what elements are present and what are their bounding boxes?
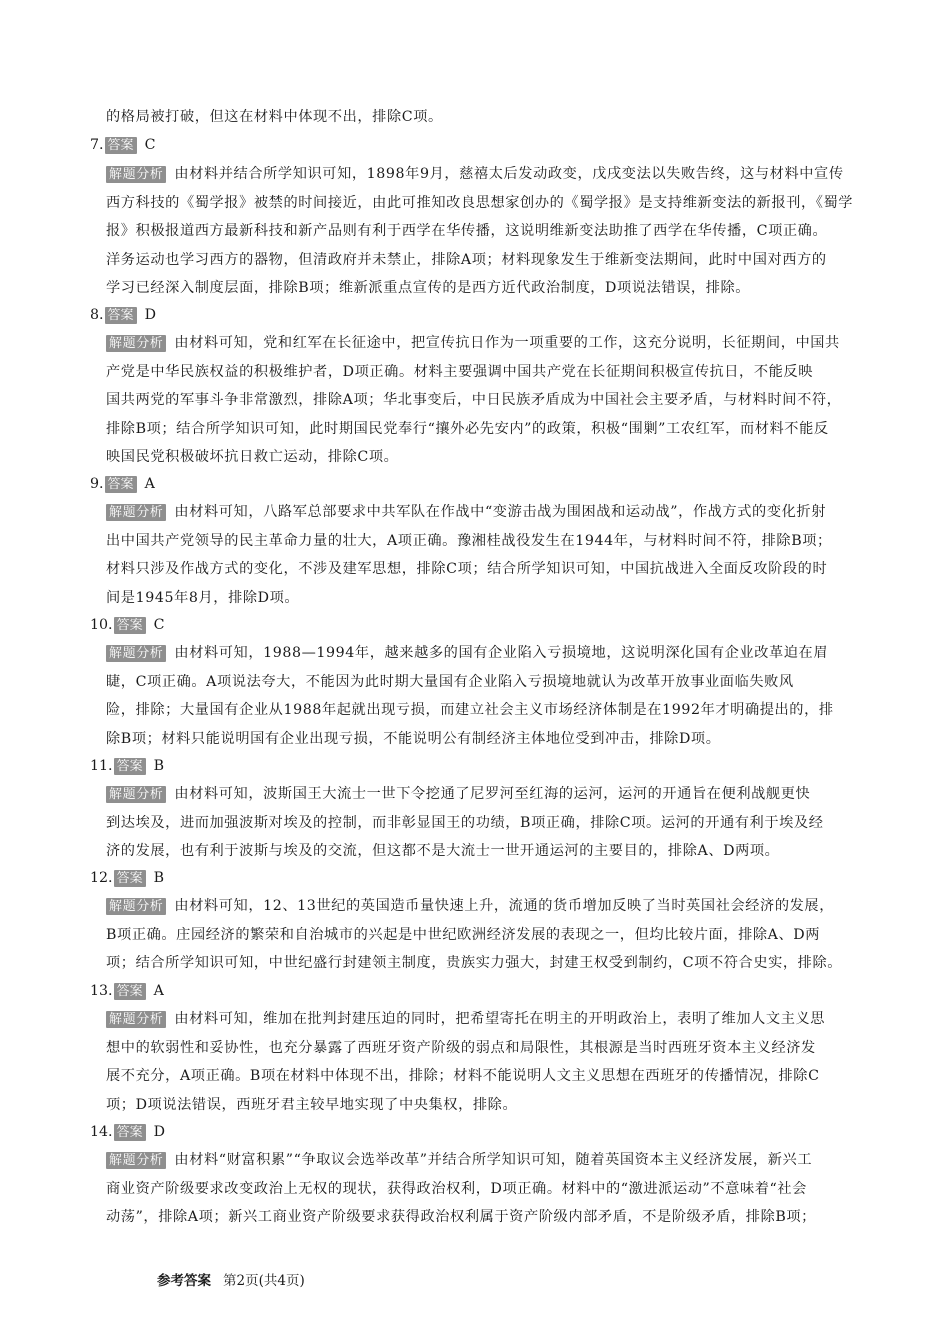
analysis-line: 解题分析 由材料可知，党和红军在长征途中，把宣传抗日作为一项重要的工作，这充分说明，长征期间，中国共 [106,333,862,353]
question-8-header [90,305,156,325]
analysis-line: 解题分析 由材料“财富积累”“争取议会选举改革”并结合所学知识可知，随着英国资本主义经济发展，新兴工 [106,1150,862,1170]
analysis-line: 动荡”，排除A项；新兴工商业资产阶级要求获得政治权利属于资产阶级内部矛盾，不是阶级矛盾，排除B项； [106,1209,816,1225]
answer-value: C [153,617,165,633]
footer-title: 参考答案 [157,1273,211,1289]
analysis-line: 国共两党的军事斗争非常激烈，排除A项；华北事变后，中日民族矛盾成为中国社会主要矛盾，与材料时间不符， [106,392,842,408]
analysis-label: 解题分析 [106,786,166,803]
answer-label: 答案 [114,617,146,634]
question-number: 9. [90,476,104,492]
analysis-label: 解题分析 [106,504,166,521]
answer-label: 答案 [114,1124,146,1141]
analysis-line: 到达埃及，进而加强波斯对埃及的控制，而非彰显国王的功绩，B项正确，排除C项。运河的开通有利于埃及经 [106,815,824,831]
analysis-label: 解题分析 [106,166,166,183]
question-number: 14. [90,1124,113,1140]
analysis-line: 报》积极报道西方最新科技和新产品则有利于西学在华传播，这说明维新变法助推了西学在华传播，C项正确。 [106,223,828,239]
question-12-header [90,868,164,888]
question-7-header [90,135,155,155]
analysis-line: 解题分析 由材料可知，1988—1994年，越来越多的国有企业陷入亏损境地，这说明深化国有企业改革迫在眉 [106,643,862,663]
question-9-header [90,474,155,494]
analysis-line: 险，排除；大量国有企业从1988年起就出现亏损，而建立社会主义市场经济体制是在1992年才明确提出的，排 [106,702,834,718]
question-number: 13. [90,983,113,999]
answer-label: 答案 [105,476,137,493]
question-number: 8. [90,307,104,323]
analysis-line: 解题分析 由材料可知，八路军总部要求中共军队在作战中“变游击战为围困战和运动战”，作战方式的变化折射 [106,502,862,522]
answer-value: C [144,137,156,153]
analysis-line: 产党是中华民族权益的积极维护者，D项正确。材料主要强调中国共产党在长征期间积极宣传抗日，不能反映 [106,364,813,380]
analysis-label: 解题分析 [106,335,166,352]
question-number: 7. [90,137,104,153]
question-number: 11. [90,758,113,774]
analysis-line: 睫，C项正确。A项说法夸大，不能因为此时期大量国有企业陷入亏损境地就认为改革开放事业面临失败风 [106,674,794,690]
answer-label: 答案 [114,870,146,887]
answer-label: 答案 [114,758,146,775]
analysis-line: 解题分析 由材料可知，维加在批判封建压迫的同时，把希望寄托在明主的开明政治上，表明了维加人文主义思 [106,1009,862,1029]
analysis-line: 济的发展，也有利于波斯与埃及的交流，但这都不是大流士一世开通运河的主要目的，排除A、D两项。 [106,843,780,859]
analysis-line: 排除B项；结合所学知识可知，此时期国民党奉行“攘外必先安内”的政策，积极“围剿”工农红军，而材料不能反 [106,421,829,437]
answer-label: 答案 [105,137,137,154]
analysis-line: 解题分析 由材料并结合所学知识可知，1898年9月，慈禧太后发动政变，戊戌变法以失败告终，这与材料中宣传 [106,164,862,184]
answer-value: A [153,983,164,999]
analysis-line: 解题分析 由材料可知，波斯国王大流士一世下令挖通了尼罗河至红海的运河，运河的开通旨在便利战舰更快 [106,784,862,804]
analysis-label: 解题分析 [106,1011,166,1028]
analysis-line: 洋务运动也学习西方的器物，但清政府并未禁止，排除A项；材料现象发生于维新变法期间，此时中国对西方的 [106,252,827,268]
intro-line: 的格局被打破，但这在材料中体现不出，排除C项。 [106,109,443,125]
analysis-line: 展不充分，A项正确。B项在材料中体现不出，排除；材料不能说明人文主义思想在西班牙的传播情况，排除C [106,1068,820,1084]
answer-value: B [153,870,165,886]
question-13-header [90,981,164,1001]
analysis-line: 商业资产阶级要求改变政治上无权的现状，获得政治权利，D项正确。材料中的“激进派运动”不意味着“社会 [106,1181,807,1197]
analysis-line: 项；结合所学知识可知，中世纪盛行封建领主制度，贵族实力强大，封建王权受到制约，C项不符合史实，排除。 [106,955,843,971]
analysis-line: 西方科技的《蜀学报》被禁的时间接近，由此可推知改良思想家创办的《蜀学报》是支持维新变法的新报刊，《蜀学 [106,195,854,211]
answer-value: D [144,307,156,323]
analysis-line: 学习已经深入制度层面，排除B项；维新派重点宣传的是西方近代政治制度，D项说法错误，排除。 [106,280,751,296]
question-14-header [90,1122,165,1142]
answer-value: A [144,476,155,492]
analysis-line: 材料只涉及作战方式的变化，不涉及建军思想，排除C项；结合所学知识可知，中国抗战进入全面反攻阶段的时 [106,561,828,577]
analysis-label: 解题分析 [106,898,166,915]
analysis-line: 解题分析 由材料可知，12、13世纪的英国造币量快速上升，流通的货币增加反映了当时英国社会经济的发展， [106,896,862,916]
analysis-line: 项；D项说法错误，西班牙君主较早地实现了中央集权，排除。 [106,1097,518,1113]
analysis-line: 出中国共产党领导的民主革命力量的壮大，A项正确。豫湘桂战役发生在1944年，与材料时间不符，排除B项； [106,533,832,549]
analysis-line: 想中的软弱性和妥协性，也充分暴露了西班牙资产阶级的弱点和局限性，其根源是当时西班牙资本主义经济发 [106,1040,816,1056]
answer-label: 答案 [105,307,137,324]
answer-value: B [153,758,165,774]
analysis-line: 除B项；材料只能说明国有企业出现亏损，不能说明公有制经济主体地位受到冲击，排除D项。 [106,731,721,747]
question-number: 10. [90,617,113,633]
answer-label: 答案 [114,983,146,1000]
analysis-line: 间是1945年8月，排除D项。 [106,590,300,606]
page-footer [157,1272,305,1290]
question-11-header [90,756,164,776]
analysis-line: B项正确。庄园经济的繁荣和自治城市的兴起是中世纪欧洲经济发展的表现之一，但均比较片面，排除A、D两 [106,927,821,943]
answer-value: D [153,1124,165,1140]
analysis-line: 映国民党积极破坏抗日救亡运动，排除C项。 [106,449,399,465]
question-10-header [90,615,164,635]
page-number: 第2页(共4页) [223,1273,305,1289]
analysis-label: 解题分析 [106,645,166,662]
analysis-label: 解题分析 [106,1152,166,1169]
question-number: 12. [90,870,113,886]
